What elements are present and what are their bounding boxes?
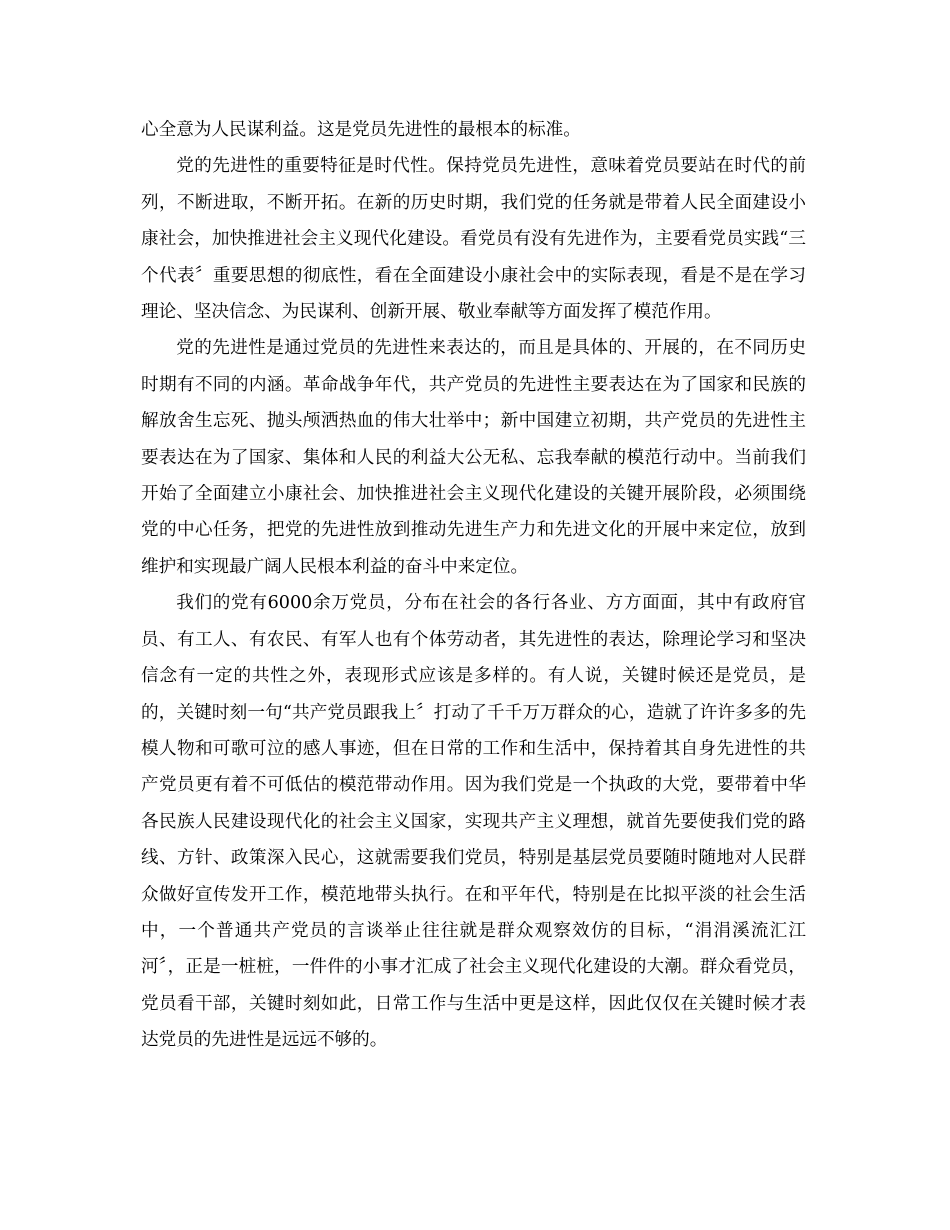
paragraph-historical-periods: 党的先进性是通过党员的先进性来表达的，而且是具体的、开展的，在不同历史时期有不同的内涵。革命战争年代，共产党员的先进性主要表达在为了国家和民族的解放舍生忘死、抛头颅洒热血的伟大壮举中；新中国建立初期，共产党员的先进性主要表达在为了国家、集体和人民的利益大公无私、忘我奉献的模范行动中。当前我们开始了全面建立小康社会、加快推进社会主义现代化建设的关键开展阶段，必须围绕党的中心任务，把党的先进性放到推动先进生产力和先进文化的开展中来定位，放到维护和实现最广阔人民根本利益的奋斗中来定位。 xyxy=(141,338,806,577)
paragraph-party-members: 我们的党有6000余万党员，分布在社会的各行各业、方方面面，其中有政府官员、有工人、有农民、有军人也有个体劳动者，其先进性的表达，除理论学习和坚决信念有一定的共性之外，表现形式应该是多样的。有人说，关键时候还是党员，是的，关键时刻一句“共产党员跟我上〞打动了千千万万群众的心，造就了许许多多的先模人物和可歌可泣的感人事迹，但在日常的工作和生活中，保持着其自身先进性的共产党员更有着不可低估的模范带动作用。因为我们党是一个执政的大党，要带着中华各民族人民建设现代化的社会主义国家，实现共产主义理想，就首先要使我们党的路线、方针、政策深入民心，这就需要我们党员，特别是基层党员要随时随地对人民群众做好宣传发开工作，模范地带头执行。在和平年代，特别是在比拟平淡的社会生活中，一个普通共产党员的言谈举止往往就是群众观察效仿的目标，“涓涓溪流汇江河〞，正是一桩桩，一件件的小事才汇成了社会主义现代化建设的大潮。群众看党员，党员看干部，关键时刻如此，日常工作与生活中更是这样，因此仅仅在关键时候才表达党员的先进性是远远不够的。 xyxy=(141,593,806,1051)
paragraph-era-character: 党的先进性的重要特征是时代性。保持党员先进性，意味着党员要站在时代的前列，不断进取，不断开拓。在新的历史时期，我们党的任务就是带着人民全面建设小康社会，加快推进社会主义现代化建设。看党员有没有先进作为，主要看党员实践“三个代表〞重要思想的彻底性，看在全面建设小康社会中的实际表现，看是不是在学习理论、坚决信念、为民谋利、创新开展、敬业奉献等方面发挥了模范作用。 xyxy=(141,156,806,323)
paragraph-continuation: 心全意为人民谋利益。这是党员先进性的最根本的标准。 xyxy=(141,120,581,140)
document-body xyxy=(141,112,806,1059)
